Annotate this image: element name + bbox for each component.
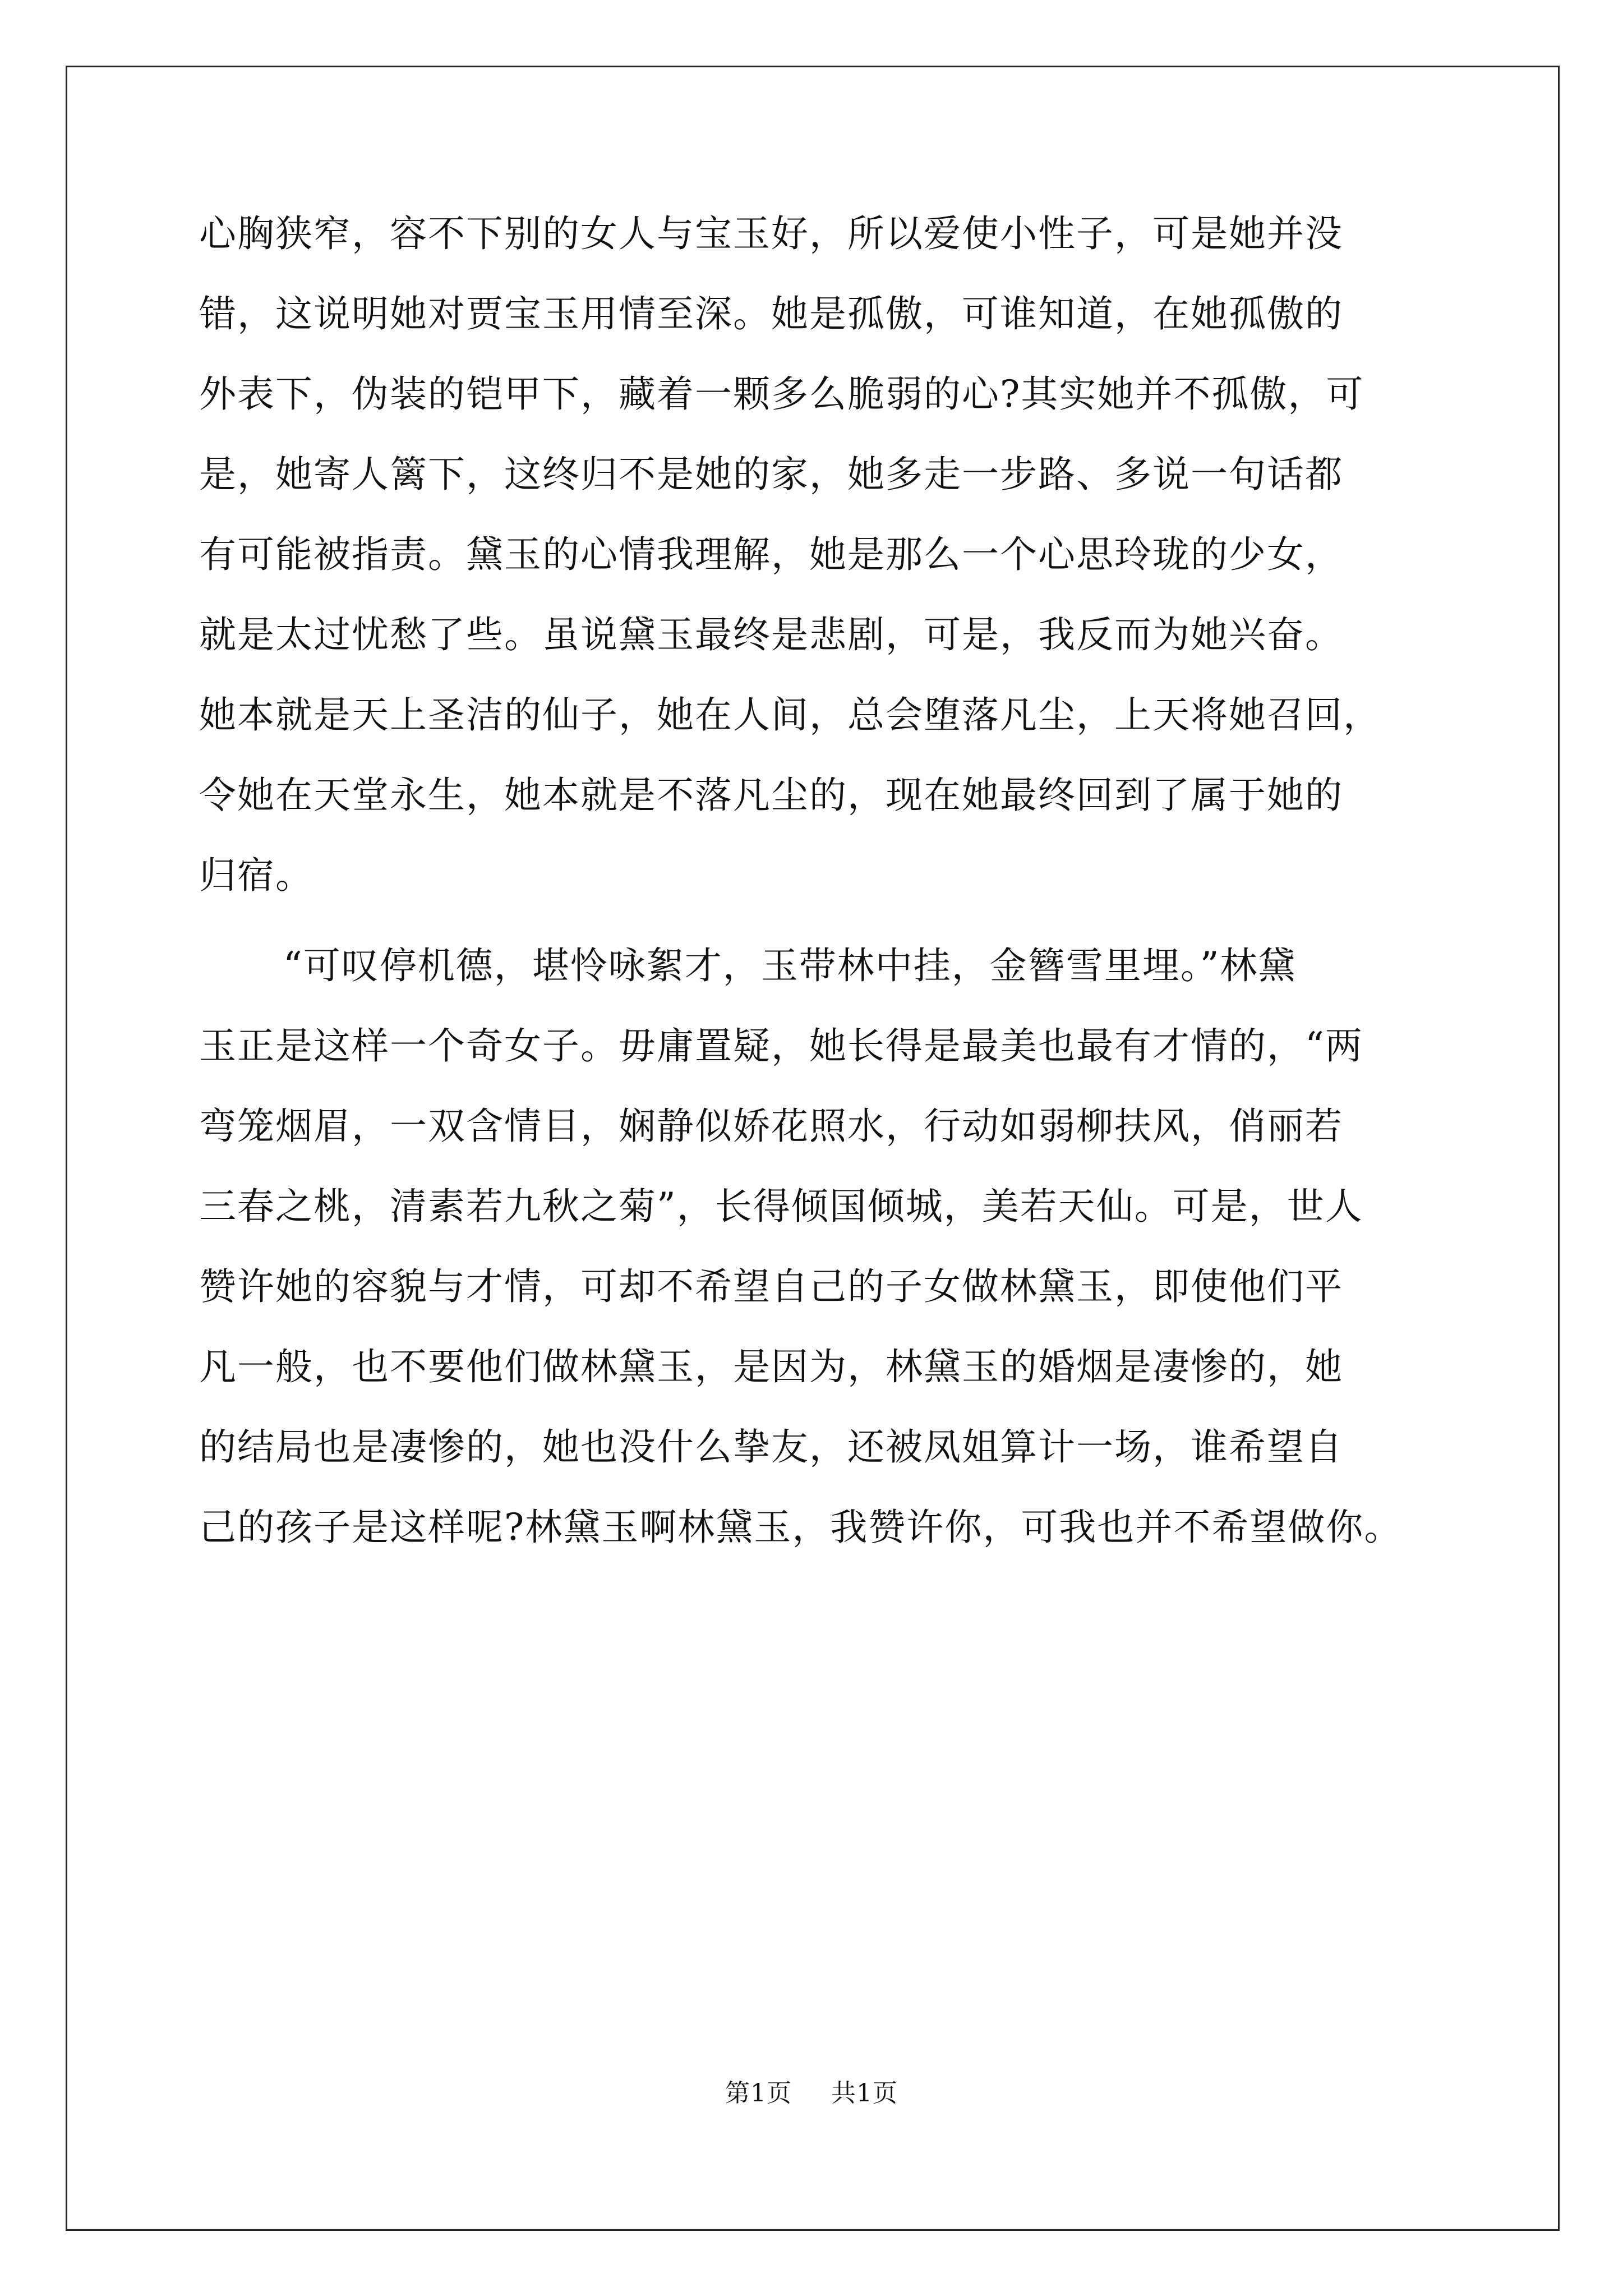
text-line: 玉正是这样一个奇女子。毋庸置疑，她长得是最美也最有才情的，“两 (199, 1024, 1363, 1068)
paragraph-2 (199, 926, 1461, 1567)
text-line: 赞许她的容貌与才情，可却不希望自己的子女做林黛玉，即使他们平 (199, 1265, 1343, 1308)
text-line: 令她在天堂永生，她本就是不落凡尘的，现在她最终回到了属于她的 (199, 774, 1343, 817)
text-line: 外表下，伪装的铠甲下，藏着一颗多么脆弱的心?其实她并不孤傲，可 (199, 372, 1364, 416)
text-line: 她本就是天上圣洁的仙子，她在人间，总会堕落凡尘，上天将她召回， (199, 693, 1381, 737)
page-total: 共1页 (831, 2079, 898, 2108)
text-line-indented: “可叹停机德，堪怜咏絮才，玉带林中挂，金簪雪里埋。”林黛 (283, 944, 1297, 987)
text-line: 三春之桃，清素若九秋之菊”，长得倾国倾城，美若天仙。可是，世人 (199, 1185, 1363, 1228)
text-line: 就是太过忧愁了些。虽说黛玉最终是悲剧，可是，我反而为她兴奋。 (199, 613, 1343, 656)
page-number: 第1页 (725, 2079, 792, 2108)
text-line: 凡一般，也不要他们做林黛玉，是因为，林黛玉的婚烟是凄惨的，她 (199, 1345, 1343, 1388)
text-line: 归宿。 (199, 854, 313, 897)
text-line: 心胸狭窄，容不下别的女人与宝玉好，所以爱使小性子，可是她并没 (199, 212, 1343, 255)
text-line: 弯笼烟眉，一双含情目，娴静似娇花照水，行动如弱柳扶风，俏丽若 (199, 1105, 1343, 1148)
text-line: 己的孩子是这样呢?林黛玉啊林黛玉，我赞许你，可我也并不希望做你。 (199, 1506, 1403, 1549)
page-footer (0, 2073, 1623, 2109)
paragraph-1 (199, 194, 1461, 915)
text-line: 错，这说明她对贾宝玉用情至深。她是孤傲，可谁知道，在她孤傲的 (199, 292, 1343, 335)
text-line: 有可能被指责。黛玉的心情我理解，她是那么一个心思玲珑的少女， (199, 533, 1343, 576)
document-body (199, 194, 1461, 1567)
text-line: 的结局也是凄惨的，她也没什么挚友，还被凤姐算计一场，谁希望自 (199, 1425, 1343, 1469)
text-line: 是，她寄人篱下，这终归不是她的家，她多走一步路、多说一句话都 (199, 453, 1343, 496)
paragraph-spacer (199, 915, 1461, 926)
